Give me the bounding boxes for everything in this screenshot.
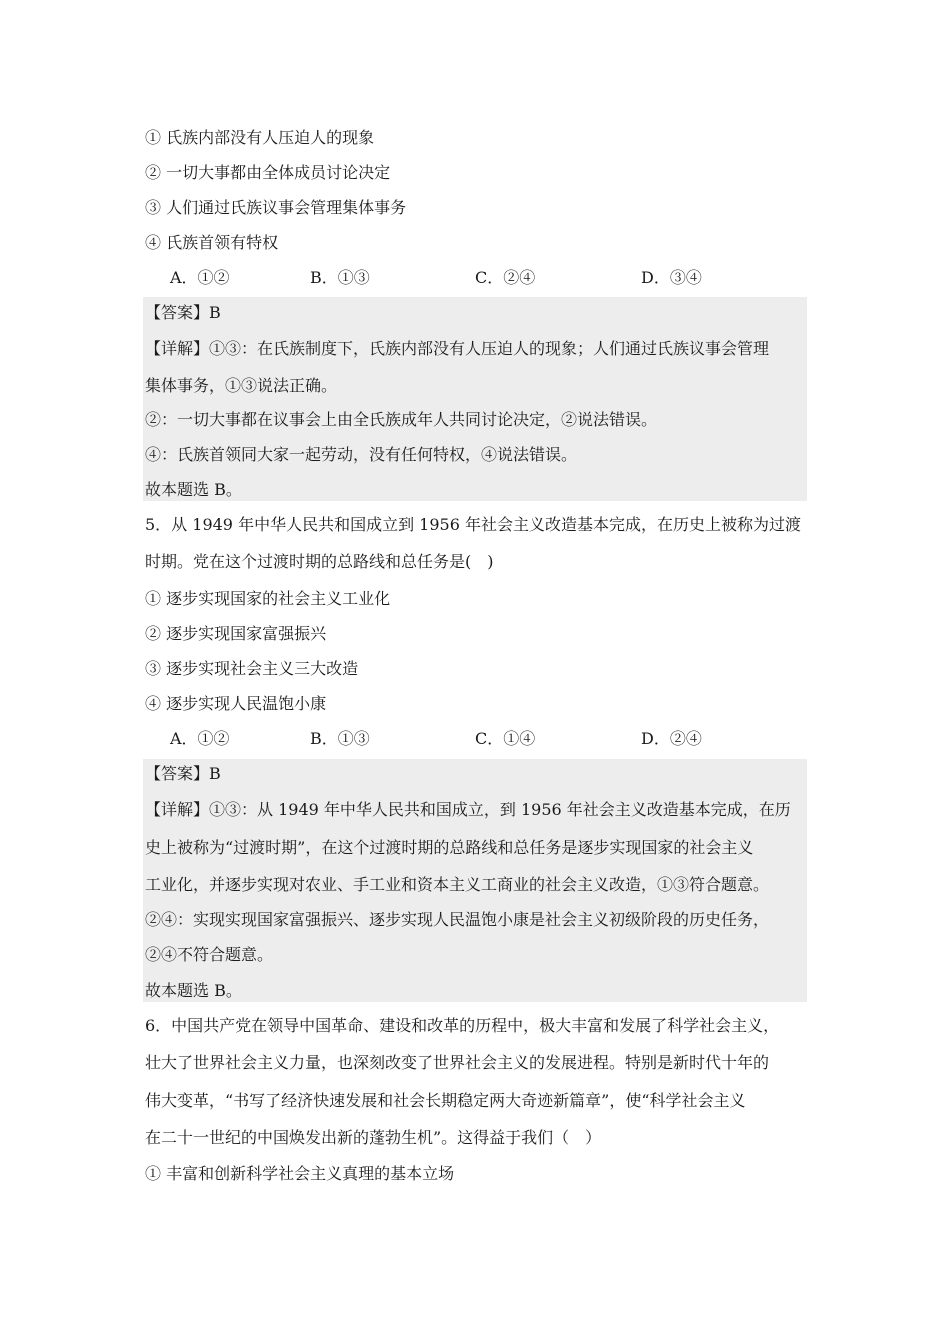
q5-explain-line: ②④：实现实现国家富强振兴、逐步实现人民温饱小康是社会主义初级阶段的历史任务， bbox=[145, 910, 770, 929]
q4-statement: ③ 人们通过氏族议事会管理集体事务 bbox=[145, 198, 407, 217]
q5-explain-line: ②④不符合题意。 bbox=[145, 945, 274, 964]
q6-statement: ① 丰富和创新科学社会主义真理的基本立场 bbox=[145, 1164, 455, 1183]
q4-statement: ② 一切大事都由全体成员讨论决定 bbox=[145, 163, 391, 182]
q5-explain-line: 【详解】①③：从 1949 年中华人民共和国成立，到 1956 年社会主义改造基本完成，在历 bbox=[145, 800, 791, 819]
q4-option-c: C．②④ bbox=[475, 268, 536, 287]
q5-statement: ③ 逐步实现社会主义三大改造 bbox=[145, 659, 359, 678]
q4-option-a: A．①② bbox=[170, 268, 230, 287]
q4-answer-block bbox=[143, 297, 807, 501]
q6-stem-line: 在二十一世纪的中国焕发出新的蓬勃生机”。这得益于我们（ ） bbox=[145, 1128, 602, 1147]
q5-explain-line: 工业化，并逐步实现对农业、手工业和资本主义工商业的社会主义改造，①③符合题意。 bbox=[145, 875, 770, 894]
q5-explain-line: 史上被称为“过渡时期”，在这个过渡时期的总路线和总任务是逐步实现国家的社会主义 bbox=[145, 838, 754, 857]
q6-stem-line: 壮大了世界社会主义力量，也深刻改变了世界社会主义的发展进程。特别是新时代十年的 bbox=[145, 1053, 770, 1072]
q4-statement: ④ 氏族首领有特权 bbox=[145, 233, 279, 252]
q4-explain-line: 故本题选 B。 bbox=[145, 480, 242, 499]
q5-option-b: B．①③ bbox=[310, 729, 370, 748]
q4-explain-line: 【详解】①③：在氏族制度下，氏族内部没有人压迫人的现象；人们通过氏族议事会管理 bbox=[145, 339, 770, 358]
q6-stem-line: 6．中国共产党在领导中国革命、建设和改革的历程中，极大丰富和发展了科学社会主义， bbox=[145, 1016, 780, 1035]
q5-option-a: A．①② bbox=[170, 729, 230, 748]
q4-option-d: D．③④ bbox=[641, 268, 702, 287]
q4-answer: 【答案】B bbox=[145, 303, 221, 322]
q5-statement: ① 逐步实现国家的社会主义工业化 bbox=[145, 589, 391, 608]
q4-statement: ① 氏族内部没有人压迫人的现象 bbox=[145, 128, 375, 147]
q4-explain-line: 集体事务，①③说法正确。 bbox=[145, 376, 338, 395]
q5-explain-line: 故本题选 B。 bbox=[145, 981, 242, 1000]
q4-option-b: B．①③ bbox=[310, 268, 370, 287]
q5-option-d: D．②④ bbox=[641, 729, 702, 748]
q5-stem-line: 时期。党在这个过渡时期的总路线和总任务是( ) bbox=[145, 552, 494, 571]
q4-explain-line: ④：氏族首领同大家一起劳动，没有任何特权，④说法错误。 bbox=[145, 445, 578, 464]
q4-explain-line: ②：一切大事都在议事会上由全氏族成年人共同讨论决定，②说法错误。 bbox=[145, 410, 658, 429]
q6-stem-line: 伟大变革，“书写了经济快速发展和社会长期稳定两大奇迹新篇章”，使“科学社会主义 bbox=[145, 1091, 746, 1110]
q5-statement: ② 逐步实现国家富强振兴 bbox=[145, 624, 327, 643]
q5-answer: 【答案】B bbox=[145, 764, 221, 783]
q5-statement: ④ 逐步实现人民温饱小康 bbox=[145, 694, 327, 713]
q5-stem-line: 5．从 1949 年中华人民共和国成立到 1956 年社会主义改造基本完成，在历史上被称为过渡 bbox=[145, 515, 801, 534]
q5-option-c: C．①④ bbox=[475, 729, 536, 748]
